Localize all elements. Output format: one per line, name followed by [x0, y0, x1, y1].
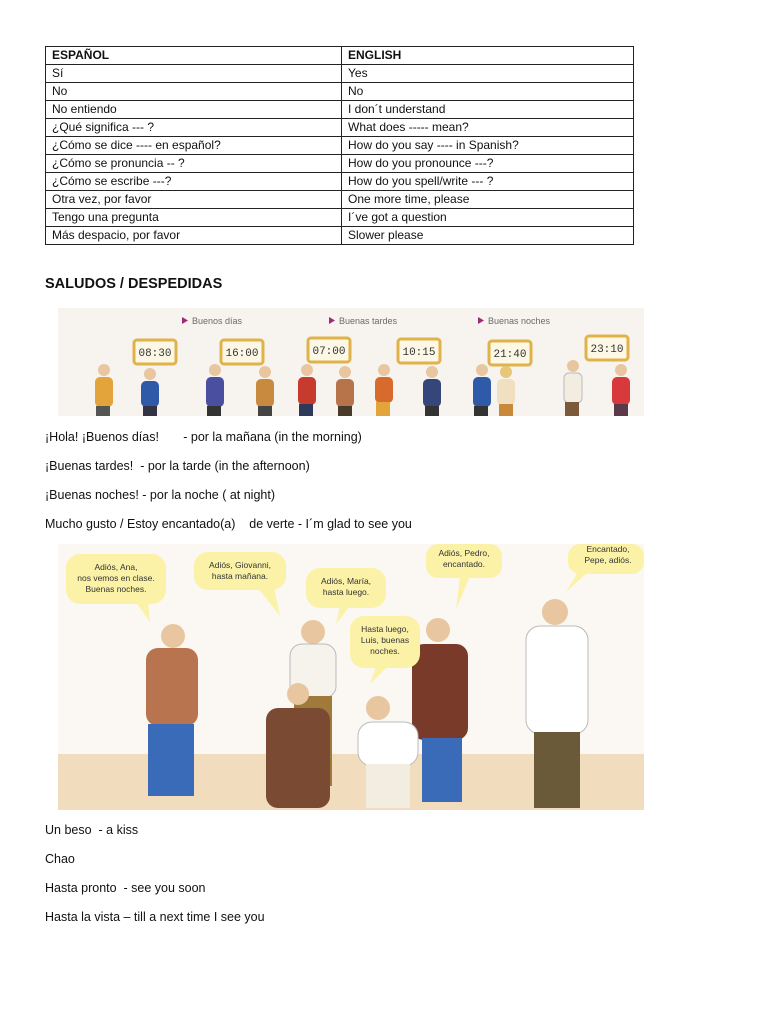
bubble-text: hasta mañana. — [211, 571, 269, 581]
clock — [134, 340, 176, 364]
greeting-line: Mucho gusto / Estoy encantado(a) de verte - I´m glad to see you — [45, 517, 412, 531]
bubble-text: Adiós, Giovanni, — [209, 560, 271, 570]
table-row — [46, 209, 634, 227]
cell-es: Más despacio, por favor — [46, 227, 342, 245]
farewells-illustration-svg — [58, 544, 644, 810]
bubble-text: Luis, buenas — [360, 635, 410, 645]
cell-es: Otra vez, por favor — [46, 191, 342, 209]
bubble-text: Buenas noches. — [85, 584, 147, 594]
clock — [221, 340, 263, 364]
greetings-illustration-svg — [58, 308, 644, 416]
clock — [308, 338, 350, 362]
cell-es: ¿Cómo se escribe ---? — [46, 173, 342, 191]
farewell-line: Chao — [45, 852, 75, 866]
greeting-line: ¡Buenas noches! - por la noche ( at night) — [45, 488, 275, 502]
bubble-text: Adiós, María, — [320, 576, 372, 586]
bubble-text: encantado. — [442, 559, 486, 569]
clock — [489, 341, 531, 365]
cell-en: How do you say ---- in Spanish? — [342, 137, 634, 155]
cell-en: I´ve got a question — [342, 209, 634, 227]
farewell-line: Hasta la vista – till a next time I see you — [45, 910, 265, 924]
table-row — [46, 155, 634, 173]
cell-en: How do you pronounce ---? — [342, 155, 634, 173]
clock-time: 08:30 — [138, 348, 172, 360]
cell-es: No entiendo — [46, 101, 342, 119]
table-row — [46, 83, 634, 101]
greetings-illustration — [58, 308, 644, 416]
clock-time: 10:15 — [402, 347, 436, 359]
section-title: SALUDOS / DESPEDIDAS — [45, 276, 223, 292]
label-buenos-dias: Buenos días — [192, 316, 243, 326]
table-row — [46, 227, 634, 245]
cell-en: I don´t understand — [342, 101, 634, 119]
bubble-text: Hasta luego, — [361, 624, 409, 634]
cell-es: ¿Qué significa --- ? — [46, 119, 342, 137]
clock-time: 21:40 — [493, 349, 527, 361]
table-row — [46, 137, 634, 155]
cell-es: Sí — [46, 65, 342, 83]
bubble-text: Adiós, Ana, — [94, 562, 138, 572]
bubble-text: Encantado, — [586, 544, 630, 554]
clock — [398, 339, 440, 363]
cell-es: ¿Cómo se dice ---- en español? — [46, 137, 342, 155]
farewells-illustration — [58, 544, 644, 810]
table-header-row — [46, 47, 634, 65]
cell-en: No — [342, 83, 634, 101]
label-buenas-noches: Buenas noches — [488, 316, 551, 326]
table-row — [46, 191, 634, 209]
cell-es: ¿Cómo se pronuncia -- ? — [46, 155, 342, 173]
clock-time: 07:00 — [312, 346, 346, 358]
greeting-line: ¡Buenas tardes! - por la tarde (in the afternoon) — [45, 459, 310, 473]
table-row — [46, 173, 634, 191]
bubble-text: Adiós, Pedro, — [438, 548, 490, 558]
header-espanol: ESPAÑOL — [46, 47, 342, 65]
clock-time: 23:10 — [590, 344, 624, 356]
cell-en: Yes — [342, 65, 634, 83]
cell-en: How do you spell/write --- ? — [342, 173, 634, 191]
cell-es: No — [46, 83, 342, 101]
cell-en: One more time, please — [342, 191, 634, 209]
farewell-line: Hasta pronto - see you soon — [45, 881, 206, 895]
bubble-text: noches. — [370, 646, 400, 656]
table-row — [46, 101, 634, 119]
person — [526, 599, 588, 808]
bubble-text: nos vemos en clase. — [77, 573, 155, 583]
label-buenas-tardes: Buenas tardes — [339, 316, 398, 326]
table-row — [46, 65, 634, 83]
cell-es: Tengo una pregunta — [46, 209, 342, 227]
bubble-text: hasta luego. — [322, 587, 370, 597]
greeting-line: ¡Hola! ¡Buenos días! - por la mañana (in the morning) — [45, 430, 362, 444]
cell-en: What does ----- mean? — [342, 119, 634, 137]
phrase-table — [45, 46, 634, 245]
clock-time: 16:00 — [225, 348, 259, 360]
clock — [586, 336, 628, 360]
cell-en: Slower please — [342, 227, 634, 245]
table-row — [46, 119, 634, 137]
bubble-text: Pepe, adiós. — [584, 555, 632, 565]
farewell-line: Un beso - a kiss — [45, 823, 139, 837]
person — [146, 624, 198, 796]
header-english: ENGLISH — [342, 47, 634, 65]
